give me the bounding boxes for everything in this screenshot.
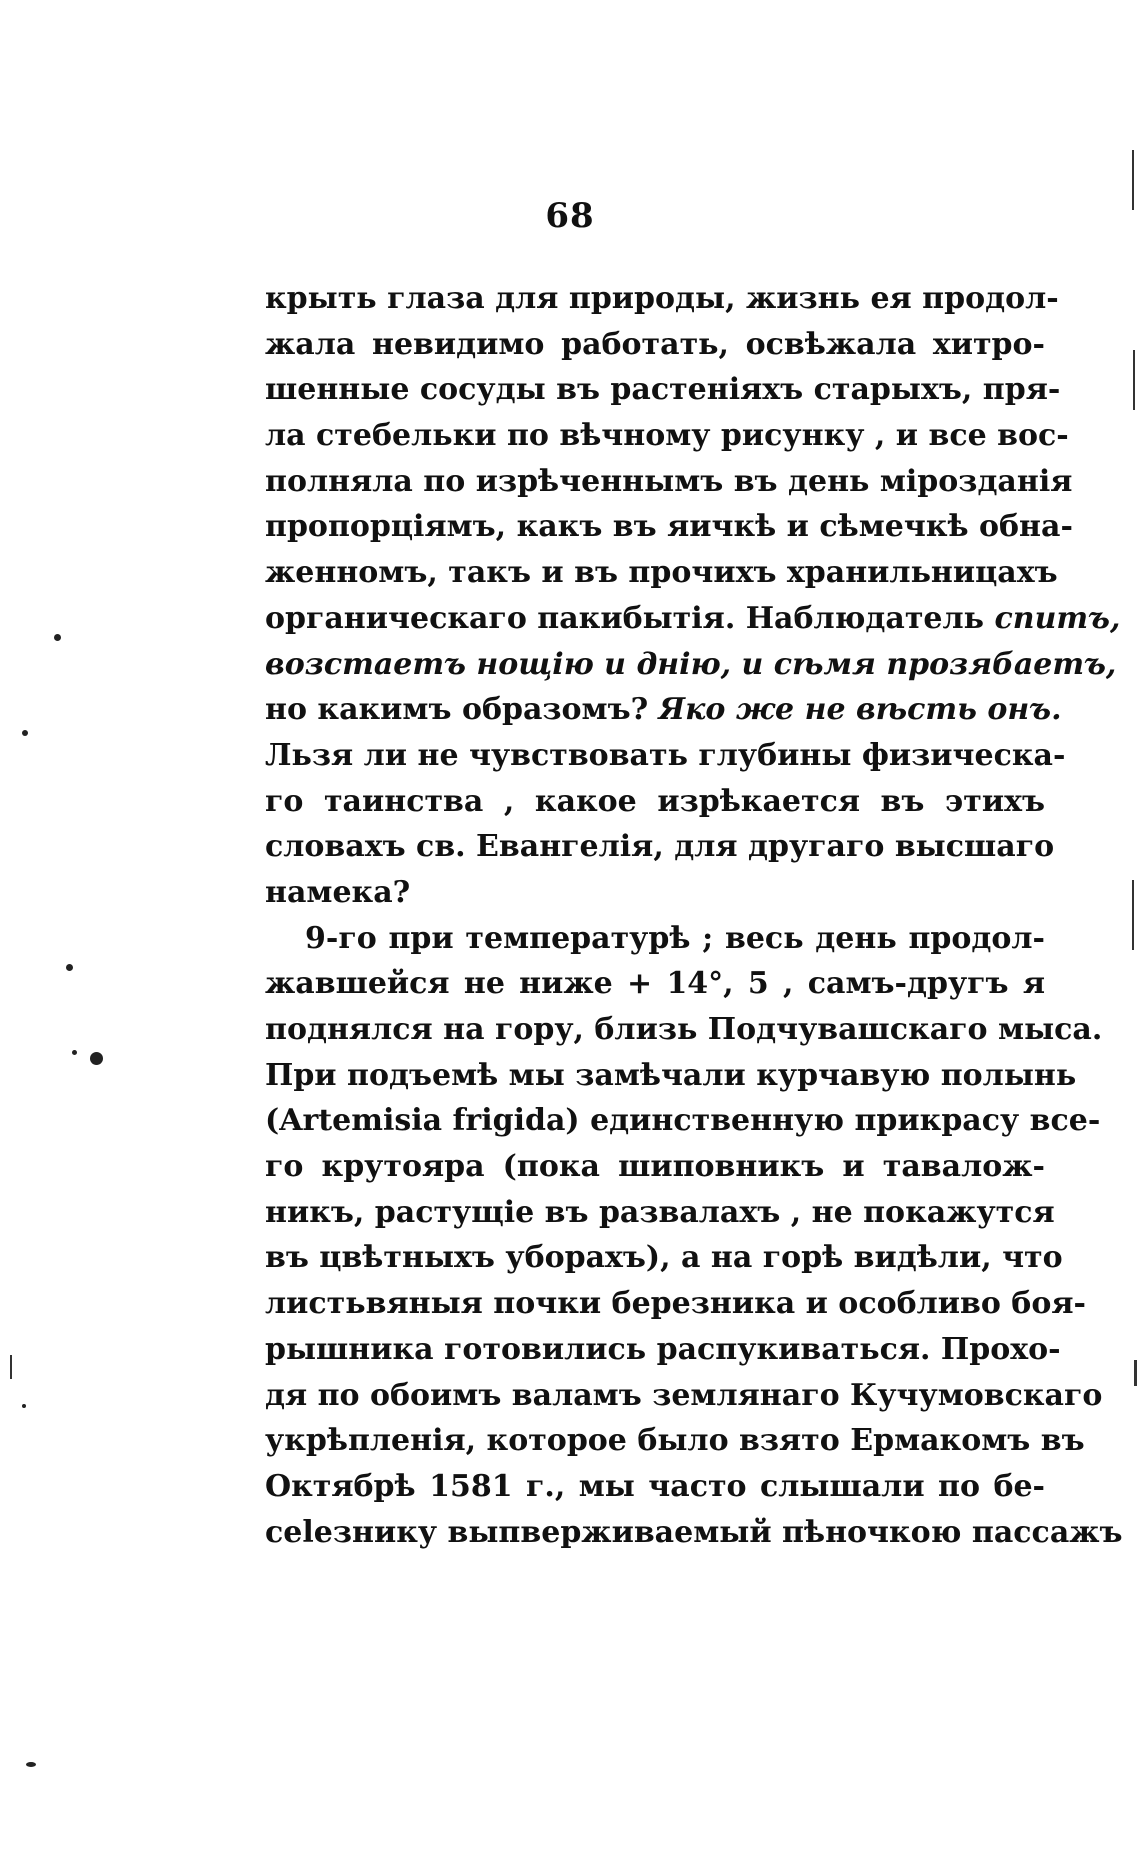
text-line: укрѣпленія, которое было взято Ермакомъ въ bbox=[265, 1423, 1085, 1459]
scan-speck bbox=[72, 1050, 77, 1055]
scan-speck bbox=[22, 1404, 26, 1408]
scan-edge-mark bbox=[1132, 150, 1134, 210]
scan-speck bbox=[54, 634, 61, 641]
text-segment: но какимъ образомъ? bbox=[265, 692, 649, 728]
text-line: словахъ св. Евангелія, для другаго высшаго bbox=[265, 829, 1055, 865]
scan-edge-mark bbox=[1132, 880, 1134, 950]
text-line bbox=[265, 596, 1121, 642]
page-number: 68 bbox=[545, 196, 595, 236]
text-line: шенные сосуды въ растеніяхъ старыхъ, пря- bbox=[265, 372, 1061, 408]
italic-segment: Яко же не вѣсть онъ. bbox=[658, 692, 1062, 728]
text-line: При подъемѣ мы замѣчали курчавую полынь bbox=[265, 1057, 1077, 1093]
text-line: поднялся на гору, близь Подчувашскаго мыса. bbox=[265, 1012, 1103, 1047]
scan-edge-mark bbox=[1134, 1360, 1137, 1386]
scan-speck bbox=[26, 1762, 36, 1767]
text-line: го таинства , какое изрѣкается въ этихъ bbox=[265, 783, 1045, 819]
text-line: жавшейся не ниже + 14°, 5 , самъ-другъ я bbox=[265, 966, 1045, 1002]
scan-speck bbox=[66, 964, 73, 971]
text-line: намека? bbox=[265, 874, 411, 910]
text-line: въ цвѣтныхъ уборахъ), а на горѣ видѣли, что bbox=[265, 1240, 1063, 1276]
italic-line: возстаетъ нощію и днію, и сѣмя прозябаетъ, bbox=[265, 646, 1117, 682]
text-line: го крутояра (пока шиповникъ и тавалож- bbox=[265, 1149, 1045, 1185]
text-line: Октябрѣ 1581 г., мы часто слышали по бе- bbox=[265, 1468, 1045, 1504]
text-line: (Artemisia frigida) единственную прикрасу все- bbox=[265, 1103, 1101, 1139]
text-line: ла стебельки по вѣчному рисунку , и все вос- bbox=[265, 418, 1069, 454]
body-text bbox=[265, 276, 1123, 1555]
scan-edge-mark bbox=[1133, 350, 1135, 410]
italic-segment: спитъ, bbox=[994, 600, 1121, 636]
text-line: 9-го при температурѣ ; весь день продол- bbox=[305, 920, 1045, 956]
text-line: жала невидимо работать, освѣжала хитро- bbox=[265, 326, 1045, 362]
scan-speck bbox=[90, 1052, 103, 1065]
scan-edge-mark bbox=[10, 1355, 12, 1379]
text-line: женномъ, такъ и въ прочихъ хранильницахъ bbox=[265, 555, 1058, 591]
text-line: Льзя ли не чувствовать глубины физическа- bbox=[265, 737, 1066, 773]
text-segment: органическаго пакибытія. Наблюдатель bbox=[265, 600, 985, 636]
scan-speck bbox=[22, 730, 28, 736]
text-line: крыть глаза для природы, жизнь ея продол- bbox=[265, 281, 1059, 316]
text-line: никъ, растущіе въ развалахъ , не покажутся bbox=[265, 1194, 1055, 1230]
text-line: листьвяныя почки березника и особливо боя- bbox=[265, 1286, 1086, 1322]
text-line: полняла по изрѣченнымъ въ день мірозданія bbox=[265, 463, 1073, 499]
text-line: дя по обоимъ валамъ землянаго Кучумовскаго bbox=[265, 1377, 1103, 1413]
text-line: пропорціямъ, какъ въ яичкѣ и сѣмечкѣ обна- bbox=[265, 509, 1073, 545]
text-line: рышника готовились распукиваться. Прохо- bbox=[265, 1331, 1061, 1367]
text-line bbox=[265, 687, 1062, 733]
text-line: celeзнику выпвеpживаемый пѣночкою пассажъ bbox=[265, 1514, 1123, 1550]
